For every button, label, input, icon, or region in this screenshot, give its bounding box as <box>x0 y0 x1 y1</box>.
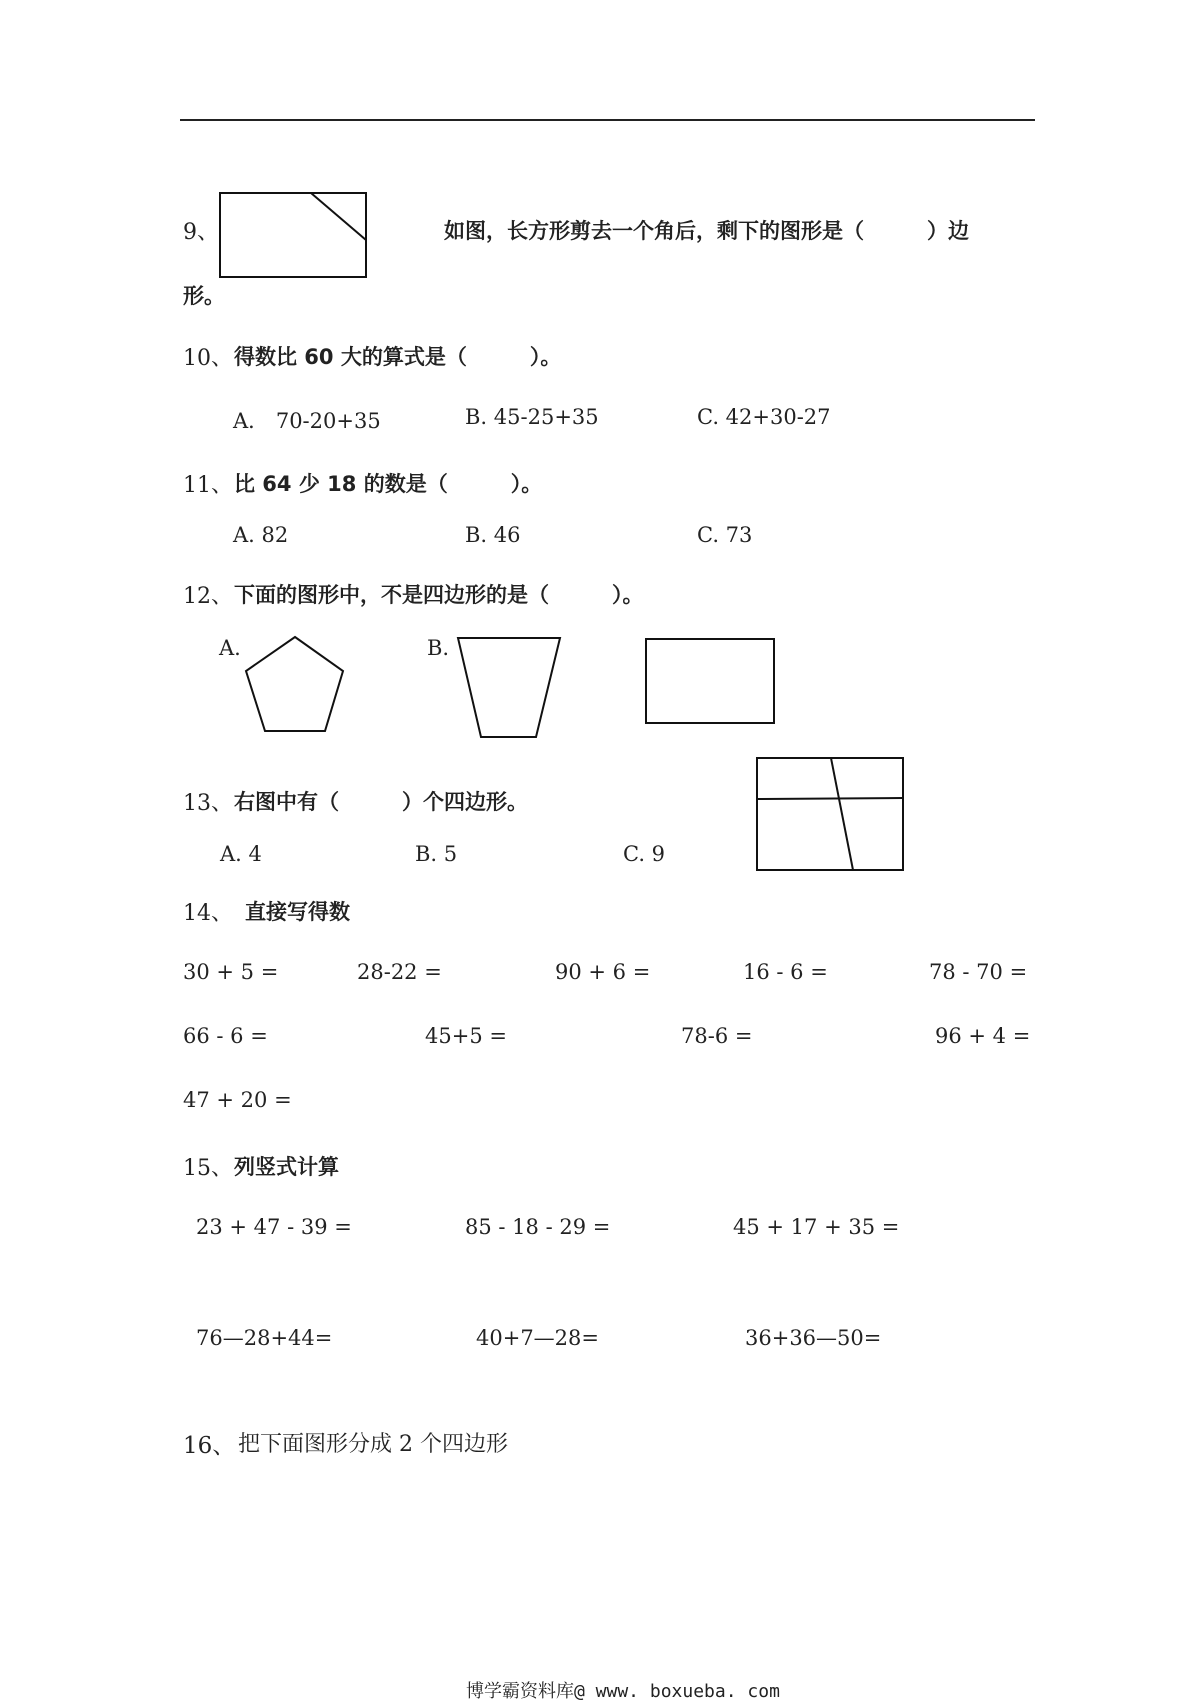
q15-r1-problem-3: 45 + 17 + 35 = <box>733 1215 900 1239</box>
q15-number: 15、 <box>183 1156 233 1181</box>
footer-watermark: 博学霸资料库@ www. boxueba. com <box>466 1681 780 1702</box>
q14-number: 14、 <box>183 901 233 926</box>
q14-title: 直接写得数 <box>245 900 350 924</box>
header-rule <box>180 119 1035 121</box>
q12-trapezoid-shape <box>456 636 564 740</box>
q12-number: 12、 <box>183 584 233 609</box>
q15-title: 列竖式计算 <box>234 1155 339 1179</box>
q12-label-b: B. <box>427 636 450 660</box>
q15-r2-problem-3: 36+36—50= <box>745 1326 882 1350</box>
q10-question-text: 得数比 60 大的算式是（ ）。 <box>234 345 562 369</box>
q12-label-a: A. <box>219 636 241 660</box>
q15-r2-problem-2: 40+7—28= <box>476 1326 599 1350</box>
q9-cut-rectangle-figure <box>219 192 369 280</box>
q14-r1-problem-1: 30 + 5 = <box>183 960 279 984</box>
q14-r2-problem-2: 45+5 = <box>425 1024 507 1048</box>
q12-question-text: 下面的图形中，不是四边形的是（ ）。 <box>234 583 644 607</box>
q16-number: 16、 <box>183 1433 236 1459</box>
q15-r1-problem-1: 23 + 47 - 39 = <box>196 1215 352 1239</box>
q14-r2-problem-4: 96 + 4 = <box>935 1024 1031 1048</box>
q14-r1-problem-5: 78 - 70 = <box>929 960 1028 984</box>
q14-r2-problem-1: 66 - 6 = <box>183 1024 268 1048</box>
q10-option-a: A． 70-20+35 <box>233 409 381 433</box>
q13-number: 13、 <box>183 791 233 816</box>
q10-option-b: B. 45-25+35 <box>465 405 599 429</box>
q13-divided-rectangle-figure <box>756 757 906 873</box>
q15-r2-problem-1: 76—28+44= <box>196 1326 333 1350</box>
q11-option-a: A. 82 <box>233 523 289 547</box>
q11-question-text: 比 64 少 18 的数是（ ）。 <box>234 472 543 496</box>
q16-question-text: 把下面图形分成 2 个四边形 <box>238 1432 508 1457</box>
q13-option-b: B. 5 <box>415 842 458 866</box>
q12-rectangle-shape <box>645 638 777 726</box>
q14-r1-problem-3: 90 + 6 = <box>555 960 651 984</box>
q15-r1-problem-2: 85 - 18 - 29 = <box>465 1215 611 1239</box>
q10-option-c: C. 42+30-27 <box>697 405 831 429</box>
q10-number: 10、 <box>183 346 233 371</box>
q11-number: 11、 <box>183 473 233 498</box>
q14-r1-problem-4: 16 - 6 = <box>743 960 828 984</box>
q12-pentagon-shape <box>244 635 346 735</box>
q14-r1-problem-2: 28-22 = <box>357 960 442 984</box>
q13-question-text: 右图中有（ ）个四边形。 <box>234 790 528 814</box>
q13-option-c: C. 9 <box>623 842 666 866</box>
q11-option-b: B. 46 <box>465 523 521 547</box>
q11-option-c: C. 73 <box>697 523 753 547</box>
q9-question-text-cont: 形。 <box>183 284 225 308</box>
q14-r2-problem-3: 78-6 = <box>681 1024 753 1048</box>
q9-question-text: 如图，长方形剪去一个角后，剩下的图形是（ ）边 <box>444 219 969 243</box>
q13-option-a: A. 4 <box>220 842 262 866</box>
q9-number: 9、 <box>183 220 219 245</box>
q14-r3-problem-1: 47 + 20 = <box>183 1088 292 1112</box>
